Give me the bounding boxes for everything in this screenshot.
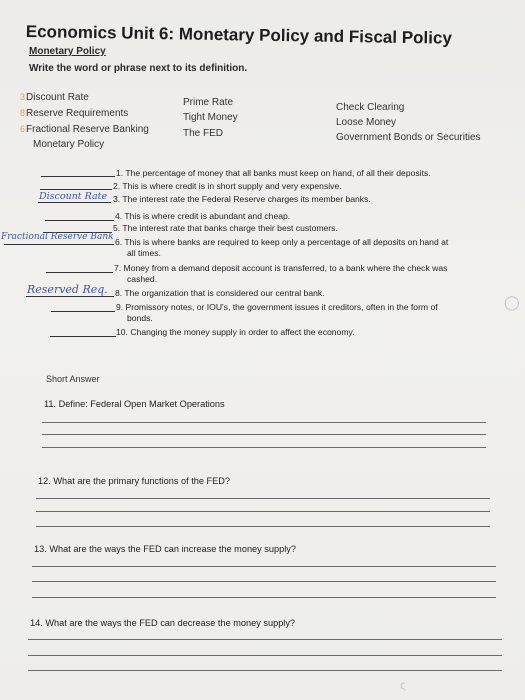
answer-blank[interactable] bbox=[45, 220, 114, 221]
answer-blank[interactable] bbox=[38, 202, 111, 203]
question-text-continued: all times. bbox=[127, 248, 161, 258]
answer-line[interactable] bbox=[42, 422, 486, 423]
question-text: 9. Promissory notes, or IOU's, the government issues it creditors, often in the form of bbox=[116, 302, 438, 312]
word-bank-item: Prime Rate bbox=[183, 97, 234, 108]
question-text: 3. The interest rate the Federal Reserve charges its member banks. bbox=[113, 194, 371, 204]
pencil-mark-icon: ς bbox=[400, 678, 406, 692]
question-text-continued: bonds. bbox=[127, 313, 153, 323]
short-answer-heading: Short Answer bbox=[46, 374, 100, 384]
question-text: 7. Money from a demand deposit account is transferred, to a bank where the check was bbox=[114, 263, 448, 273]
answer-blank[interactable] bbox=[26, 296, 114, 297]
short-answer-question: 14. What are the ways the FED can decrease the money supply? bbox=[30, 618, 296, 628]
question-text: 8. The organization that is considered our central bank. bbox=[115, 288, 325, 298]
answer-blank[interactable] bbox=[50, 336, 116, 337]
word-bank-item: Monetary Policy bbox=[33, 139, 105, 150]
answer-blank[interactable] bbox=[46, 272, 113, 273]
answer-line[interactable] bbox=[36, 498, 490, 499]
question-text: 10. Changing the money supply in order to affect the economy. bbox=[116, 327, 355, 337]
word-bank-item: Tight Money bbox=[183, 112, 238, 123]
answer-line[interactable] bbox=[28, 655, 502, 656]
question-text: 6. This is where banks are required to keep only a percentage of all deposits on hand at bbox=[115, 237, 449, 247]
word-bank-item: Government Bonds or Securities bbox=[336, 132, 481, 143]
answer-line[interactable] bbox=[32, 581, 496, 582]
answer-blank[interactable] bbox=[41, 176, 115, 177]
answer-blank[interactable] bbox=[4, 244, 114, 245]
word-bank-item: 8Reserve Requirements bbox=[20, 108, 129, 119]
answer-line[interactable] bbox=[28, 639, 502, 640]
word-bank-item: Check Clearing bbox=[336, 102, 405, 113]
word-bank-item: Loose Money bbox=[336, 117, 397, 128]
answer-line[interactable] bbox=[32, 597, 496, 598]
word-bank-item: 3Discount Rate bbox=[20, 92, 89, 103]
answer-line[interactable] bbox=[42, 434, 486, 435]
section-subtitle: Monetary Policy bbox=[29, 46, 106, 57]
short-answer-question: 13. What are the ways the FED can increase the money supply? bbox=[34, 544, 296, 554]
question-text: 4. This is where credit is abundant and cheap. bbox=[115, 211, 291, 221]
question-text: 2. This is where credit is in short supply and very expensive. bbox=[113, 181, 342, 191]
answer-line[interactable] bbox=[32, 566, 496, 567]
word-bank-item: The FED bbox=[183, 128, 224, 139]
answer-line[interactable] bbox=[42, 447, 486, 448]
answer-line[interactable] bbox=[36, 511, 490, 512]
question-text-continued: cashed. bbox=[127, 274, 158, 284]
pencil-mark-icon: ◯ bbox=[504, 294, 520, 310]
answer-line[interactable] bbox=[28, 670, 502, 671]
handwritten-answer: Fractional Reserve Bank bbox=[1, 232, 114, 242]
answer-blank[interactable] bbox=[51, 311, 115, 312]
handwritten-answer: Discount Rate bbox=[39, 191, 108, 202]
short-answer-question: 12. What are the primary functions of the FED? bbox=[38, 476, 231, 486]
answer-blank[interactable] bbox=[40, 189, 112, 190]
instructions: Write the word or phrase next to its definition. bbox=[29, 63, 248, 74]
word-bank-item: 6Fractional Reserve Banking bbox=[20, 124, 149, 135]
short-answer-question: 11. Define: Federal Open Market Operations bbox=[44, 399, 225, 409]
answer-line[interactable] bbox=[36, 526, 490, 527]
handwritten-answer: Reserved Req. bbox=[27, 283, 108, 296]
question-text: 1. The percentage of money that all banks must keep on hand, of all their deposits. bbox=[116, 168, 431, 178]
question-text: 5. The interest rate that banks charge their best customers. bbox=[113, 223, 338, 233]
page-title: Economics Unit 6: Monetary Policy and Fiscal Policy bbox=[25, 22, 453, 48]
